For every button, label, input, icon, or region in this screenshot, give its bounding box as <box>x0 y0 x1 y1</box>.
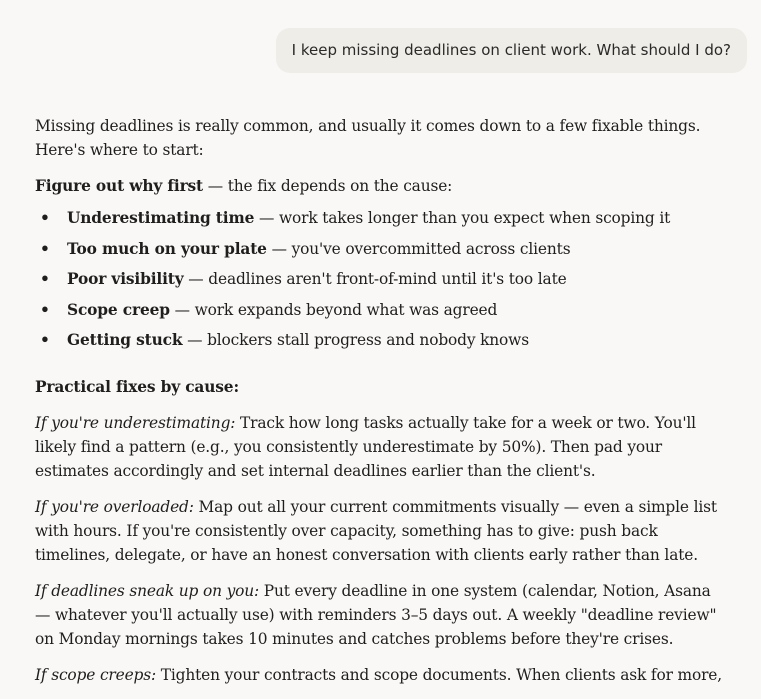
figure-out-paragraph <box>35 174 725 198</box>
fixes-heading: Practical fixes by cause: <box>35 378 239 396</box>
cause-title: Poor visibility <box>67 270 184 288</box>
bullet-icon: • <box>40 331 50 349</box>
list-item <box>35 237 725 261</box>
cause-title: Scope creep <box>67 300 170 319</box>
list-item <box>35 267 725 291</box>
list-item <box>35 206 725 230</box>
cause-title: Too much on your plate <box>67 239 267 258</box>
cause-desc: — deadlines aren't front-of-mind until it's too late <box>183 270 567 288</box>
list-item <box>35 298 725 322</box>
bullet-icon: • <box>40 239 50 258</box>
bullet-icon: • <box>40 300 50 319</box>
fix-lead: If scope creeps: <box>35 666 157 684</box>
cause-desc: — work expands beyond what was agreed <box>169 300 498 319</box>
bullet-icon: • <box>40 209 50 227</box>
fix-lead: If you're overloaded: <box>35 498 194 516</box>
user-message-bubble: I keep missing deadlines on client work. What should I do? <box>276 28 747 73</box>
cause-title: Underestimating time <box>67 209 255 227</box>
figure-out-lead: Figure out why first <box>35 177 203 195</box>
figure-out-rest: — the fix depends on the cause: <box>203 177 453 195</box>
fix-paragraph-overloaded <box>35 495 725 567</box>
assistant-response <box>35 114 725 699</box>
fix-lead: If you're underestimating: <box>35 414 236 432</box>
fix-paragraph-sneak-up <box>35 579 725 651</box>
fix-paragraph-underestimating <box>35 411 725 483</box>
cause-desc: — work takes longer than you expect when scoping it <box>254 209 671 227</box>
response-intro: Missing deadlines is really common, and usually it comes down to a few fixable things. Here's where to start: <box>35 117 701 159</box>
fix-text: Tighten your contracts and scope documents. When clients ask for more, <box>156 666 722 684</box>
fix-text: Track how long tasks actually take for a week or two. You'll likely find a pattern (e.g., you consistently underestimate by 50%). Then pad your estimates accordingly and set internal deadlines earlier than the client's. <box>35 414 696 480</box>
cause-desc: — blockers stall progress and nobody knows <box>182 331 529 349</box>
cause-desc: — you've overcommitted across clients <box>266 239 571 258</box>
fix-text: Map out all your current commitments visually — even a simple list with hours. If you're consistently over capacity, something has to give: push back timelines, delegate, or have an honest conversation with clients early rather than late. <box>35 498 717 564</box>
cause-title: Getting stuck <box>67 331 183 349</box>
fix-lead: If deadlines sneak up on you: <box>35 582 260 600</box>
user-message-row <box>0 28 747 73</box>
causes-list <box>35 206 725 352</box>
fix-text: Put every deadline in one system (calendar, Notion, Asana — whatever you'll actually use) with reminders 3–5 days out. A weekly "deadline review" on Monday mornings takes 10 minutes and catches problems before they're crises. <box>35 582 717 648</box>
bullet-icon: • <box>40 270 50 288</box>
fix-paragraph-scope-creep <box>35 663 725 687</box>
list-item <box>35 328 725 352</box>
